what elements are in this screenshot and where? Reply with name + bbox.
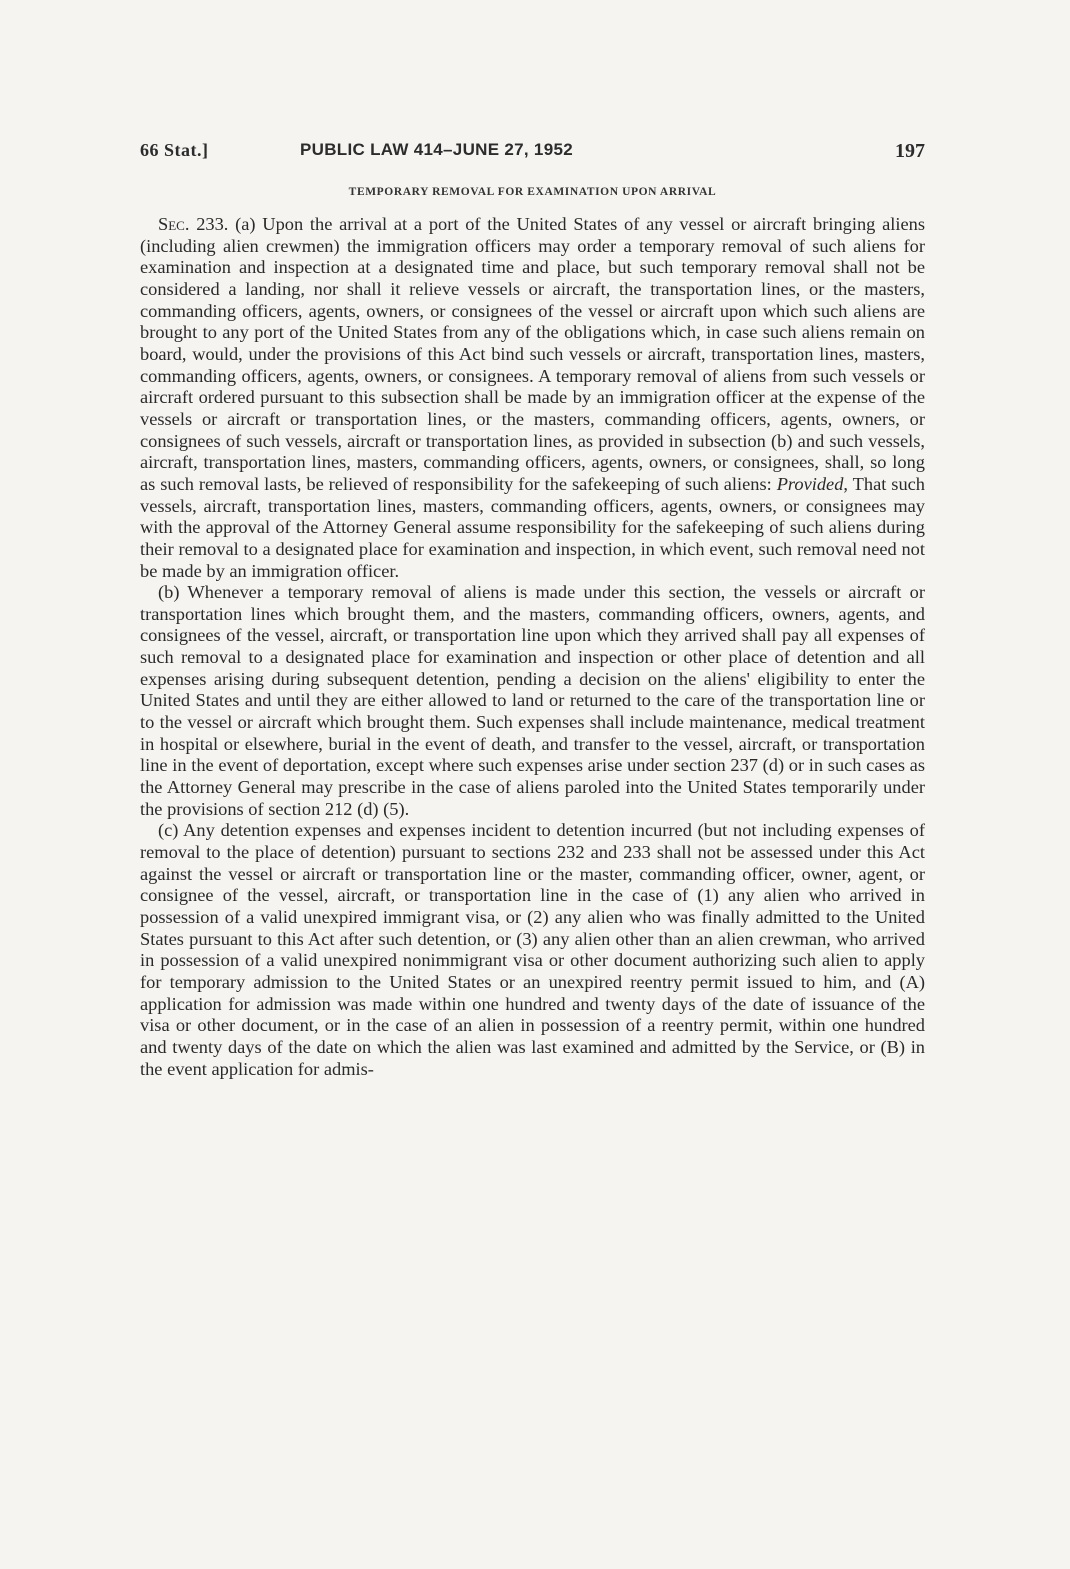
subsection-a (140, 214, 925, 582)
law-title: PUBLIC LAW 414–JUNE 27, 1952 (300, 140, 573, 159)
volume-citation: 66 Stat.] (140, 140, 209, 160)
running-header (140, 140, 925, 170)
section-body (140, 214, 925, 1080)
proviso-word: Provided (776, 473, 844, 494)
subsection-c: (c) Any detention expenses and expenses incident to detention incurred (but not including expenses of removal to the place of detention) pursuant to sections 232 and 233 shall not be assessed under this Act against the vessel or aircraft or transportation line or the master, commanding officer, owner, agent, or consignee of the vessel, aircraft, or transportation line in the case of (1) any alien who arrived in possession of a valid unexpired immigrant visa, or (2) any alien who was finally admitted to the United States pursuant to this Act after such detention, or (3) any alien other than an alien crewman, who arrived in possession of a valid unexpired nonimmigrant visa or other document authorizing such alien to apply for temporary admission to the United States or an unexpired reentry permit issued to him, and (A) application for admission was made within one hundred and twenty days of the date of issuance of the visa or other document, or in the case of an alien in possession of a reentry permit, within one hundred and twenty days of the date on which the alien was last examined and admitted by the Service, or (B) in the event application for admis- (140, 820, 925, 1079)
section-heading: TEMPORARY REMOVAL FOR EXAMINATION UPON ARRIVAL (348, 186, 717, 198)
subsection-a-text: 233. (a) Upon the arrival at a port of the United States of any vessel or aircraft bringing aliens (including alien crewmen) the immigration officers may order a temporary removal of such aliens for examination and inspection at a designated time and place, but such temporary removal shall not be considered a landing, nor shall it relieve vessels or aircraft, the transportation lines, or the masters, commanding officers, agents, owners, or consignees of the vessel or aircraft upon which such aliens are brought to any port of the United States from any of the obligations which, in case such aliens remain on board, would, under the provisions of this Act bind such vessels or aircraft, transportation lines, masters, commanding officers, agents, owners, or consignees. A temporary removal of aliens from such vessels or aircraft ordered pursuant to this subsection shall be made by an immigration officer at the expense of the vessels or aircraft or transportation lines, or the masters, commanding officers, agents, owners, or consignees of such vessels, aircraft or transportation lines, as provided in subsection (b) and such vessels, aircraft, transportation lines, masters, commanding officers, agents, owners, or consignees, shall, so long as such removal lasts, be relieved of responsibility for the safekeeping of such aliens: (140, 214, 925, 494)
page-number: 197 (895, 140, 925, 162)
subsection-b: (b) Whenever a temporary removal of aliens is made under this section, the vessels or aircraft or transportation lines which brought them, and the masters, commanding officers, owners, agents, and consignees of the vessel, aircraft, or transportation line upon which they arrived shall pay all expenses of such removal to a designated place for examination and inspection or other place of detention and all expenses arising during subsequent detention, pending a decision on the aliens' eligibility to enter the United States and until they are either allowed to land or returned to the care of the transportation line or to the vessel or aircraft which brought them. Such expenses shall include maintenance, medical treatment in hospital or elsewhere, burial in the event of death, and transfer to the vessel, aircraft, or transportation line in the event of deportation, except where such expenses arise under section 237 (d) or in such cases as the Attorney General may prescribe in the case of aliens paroled into the United States temporarily under the provisions of section 212 (d) (5). (140, 582, 925, 819)
subsection-a-tail: , That such vessels, aircraft, transportation lines, masters, commanding officers, agents, owners, or consignees may with the approval of the Attorney General assume responsibility for the safekeeping of such aliens during their removal to a designated place for examination and inspection, in which event, such removal need not be made by an immigration officer. (140, 473, 925, 581)
sec-label: Sec. (158, 214, 190, 234)
